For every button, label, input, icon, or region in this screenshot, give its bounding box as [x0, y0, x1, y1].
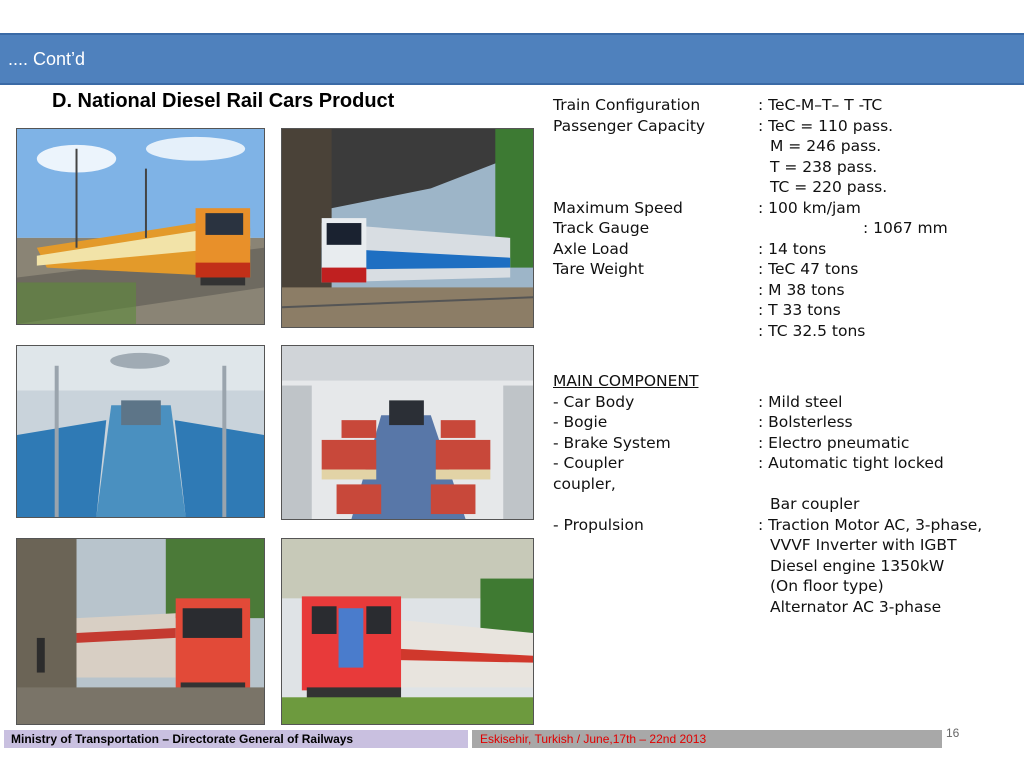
footer-ministry-bar [4, 730, 468, 748]
component-label: - Coupler [553, 454, 624, 472]
footer-event-text: Eskisehir, Turkish / June,17th – 22nd 2013 [480, 732, 707, 746]
spec-value: : 14 tons [758, 239, 827, 258]
component-value: (On floor type) [770, 577, 884, 595]
spec-value: : T 33 tons [758, 301, 841, 319]
footer-event-bar [472, 730, 942, 748]
brake-system-row [553, 433, 1023, 454]
axle-load-row [553, 239, 1023, 260]
component-label: - Bogie [553, 413, 608, 431]
component-value: : Electro pneumatic [758, 433, 910, 452]
page-number: 16 [946, 726, 960, 740]
spec-value: : M 38 tons [758, 280, 845, 299]
spec-label: Maximum Speed [553, 198, 683, 217]
component-value: VVVF Inverter with IGBT [770, 536, 957, 554]
passenger-capacity-row [553, 116, 1023, 137]
component-label: - Brake System [553, 433, 671, 452]
bogie-row [553, 412, 1023, 433]
maximum-speed-row [553, 198, 1023, 219]
spec-value: : 100 km/jam [758, 198, 861, 217]
spec-value: : TC 32.5 tons [758, 321, 866, 340]
component-value: Diesel engine 1350kW [770, 556, 945, 575]
spec-label: Track Gauge [553, 219, 650, 237]
coupler-row [553, 453, 1023, 474]
orange-yellow-diesel-railcar-photo [16, 128, 265, 325]
component-label: - Propulsion [553, 515, 644, 534]
train-configuration-row [553, 95, 1023, 116]
tare-weight-row [553, 259, 1023, 280]
spec-value: : TeC 47 tons [758, 260, 859, 278]
component-value: : Automatic tight locked [758, 454, 944, 472]
spec-value: T = 238 pass. [770, 157, 878, 176]
slide-title: .... Cont’d [8, 49, 86, 69]
spec-label: Axle Load [553, 239, 629, 258]
main-component-heading-row [553, 371, 1023, 392]
red-railcar-side-view-photo [281, 538, 534, 725]
component-value: Alternator AC 3-phase [770, 597, 942, 616]
red-seat-interior-photo [281, 345, 534, 520]
spec-label: Tare Weight [553, 260, 644, 278]
track-gauge-row [553, 218, 1023, 239]
component-label: coupler, [553, 474, 616, 493]
spec-value: : 1067 mm [863, 219, 948, 237]
car-body-row [553, 392, 1023, 413]
main-component-heading: MAIN COMPONENT [553, 372, 699, 390]
blue-seat-interior-photo [16, 345, 265, 518]
spec-label: Passenger Capacity [553, 116, 706, 135]
component-value: : Bolsterless [758, 413, 853, 431]
component-value: : Traction Motor AC, 3-phase, [758, 515, 983, 534]
spec-label: Train Configuration [553, 96, 701, 114]
spec-value: TC = 220 pass. [770, 178, 888, 196]
spec-value: : TeC-M–T– T -TC [758, 96, 883, 114]
title-bar [0, 33, 1024, 85]
spec-value: M = 246 pass. [770, 137, 882, 155]
component-value: : Mild steel [758, 392, 843, 411]
specifications-block [553, 95, 1023, 617]
component-label: - Car Body [553, 392, 635, 411]
white-blue-railcar-at-station-photo [281, 128, 534, 328]
propulsion-row [553, 515, 1023, 536]
component-value: Bar coupler [770, 495, 860, 513]
red-railcar-at-platform-photo [16, 538, 265, 725]
spec-value: : TeC = 110 pass. [758, 116, 894, 135]
footer-ministry-text: Ministry of Transportation – Directorate General of Railways [11, 732, 354, 746]
section-title: D. National Diesel Rail Cars Product [52, 90, 395, 112]
